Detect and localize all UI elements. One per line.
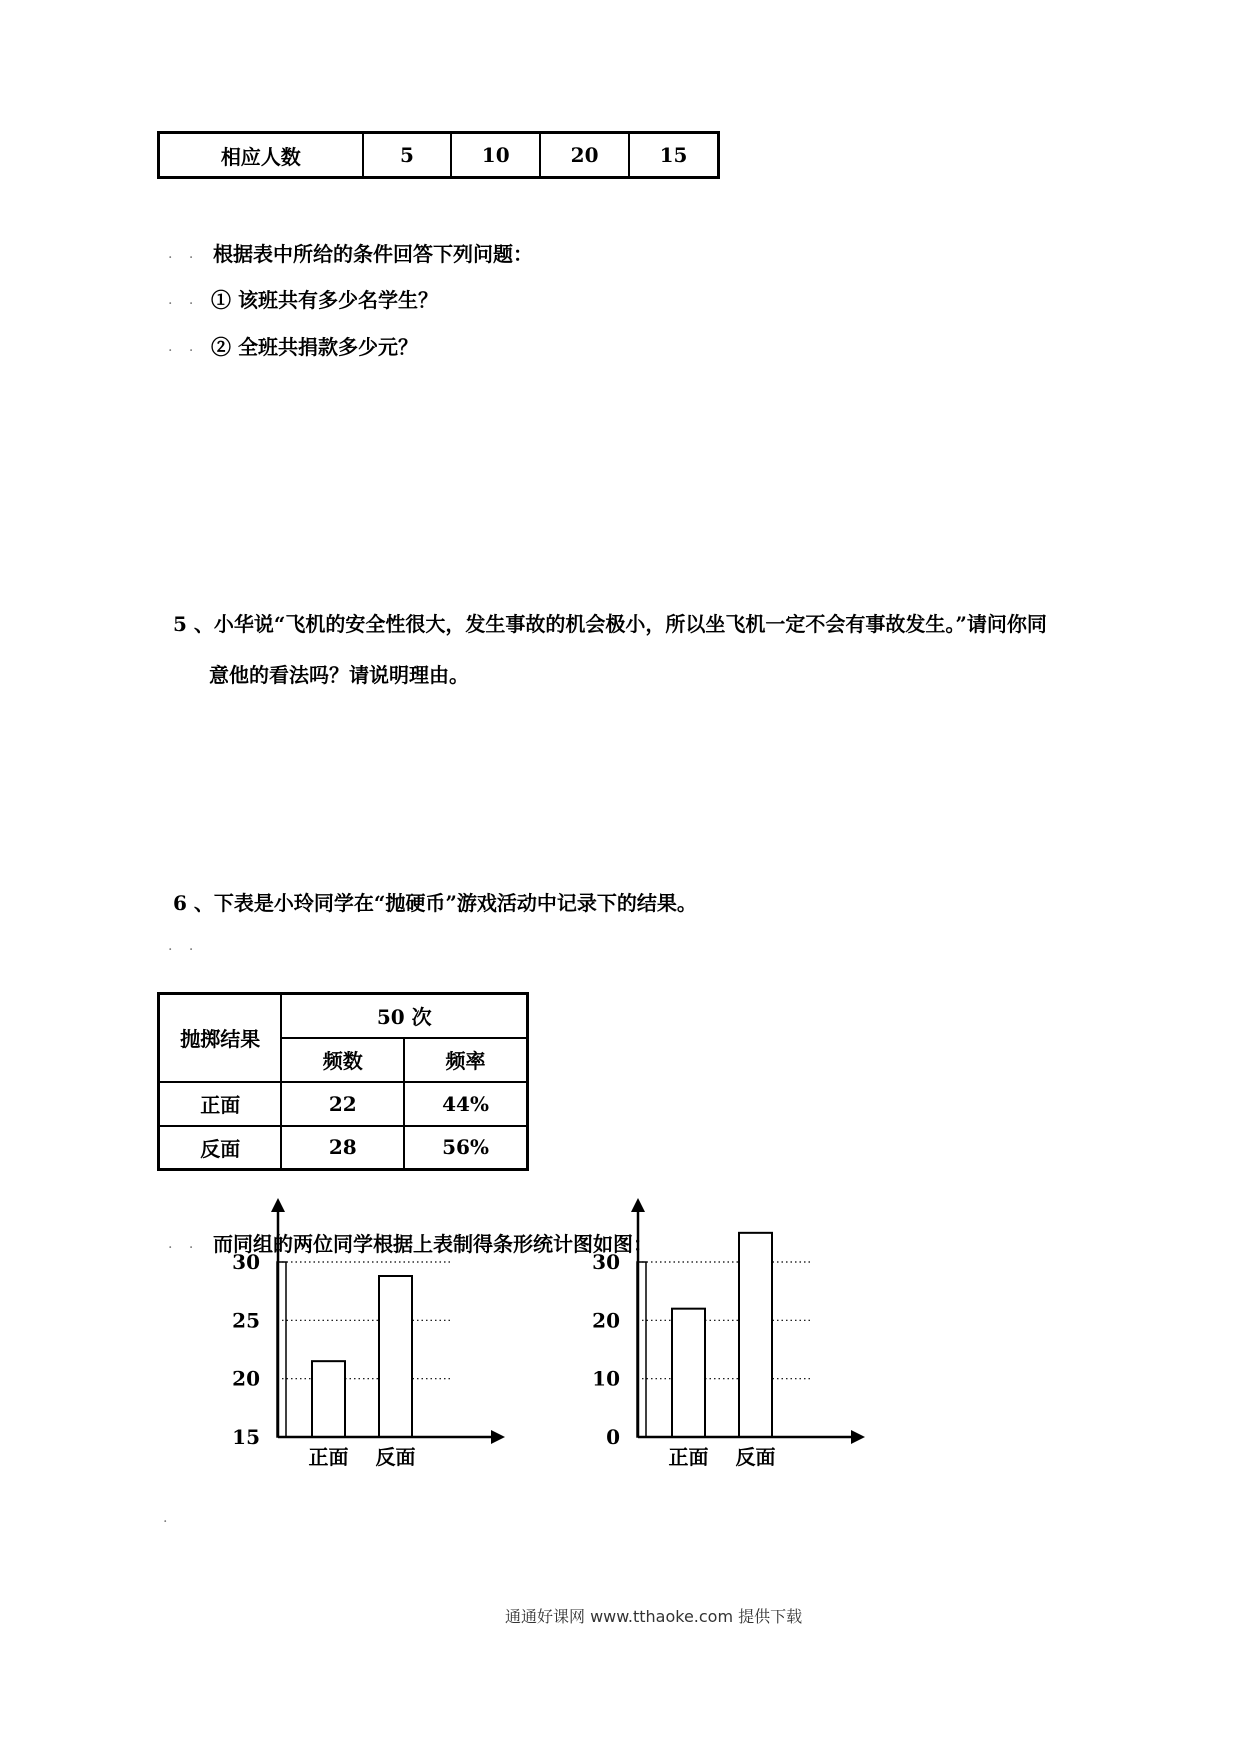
- bar-zhengmian: [312, 1361, 345, 1437]
- y-tick-label: 20: [232, 1366, 260, 1391]
- col-header: 频率: [404, 1038, 527, 1082]
- table-row: [159, 1126, 528, 1170]
- q4-intro: 根据表中所给的条件回答下列问题：: [213, 242, 533, 266]
- y-tick-label: 10: [592, 1366, 620, 1391]
- table-row: [159, 1082, 528, 1126]
- bar-fanmian: [379, 1276, 412, 1437]
- table-cell: 22: [281, 1082, 404, 1126]
- x-tick-label: 反面: [375, 1445, 416, 1469]
- y-axis-arrow: [271, 1198, 285, 1212]
- coin-toss-table: [157, 992, 529, 1171]
- table-cell: 56%: [404, 1126, 527, 1170]
- col-header: 频数: [281, 1038, 404, 1082]
- q5-line2: 意他的看法吗？请说明理由。: [209, 663, 469, 687]
- row-label: 正面: [159, 1082, 282, 1126]
- q4-sub2: ② 全班共捐款多少元？: [211, 335, 418, 359]
- table-row: [159, 133, 719, 178]
- bar-chart-left: [230, 1190, 520, 1470]
- q6-chart-intro: 而同组的两位同学根据上表制得条形统计图如图：: [213, 1232, 653, 1256]
- table-row: [159, 994, 528, 1038]
- donation-table: [157, 131, 720, 179]
- table-cell: 20: [540, 133, 629, 178]
- footer-text: 通通好课网 www.tthaoke.com 提供下载: [505, 1607, 803, 1626]
- x-axis-arrow: [851, 1430, 865, 1444]
- row-header: 抛掷结果: [159, 994, 282, 1082]
- y-tick-label: 30: [232, 1250, 260, 1274]
- bar-chart-right: [590, 1190, 880, 1470]
- x-tick-label: 正面: [308, 1445, 349, 1469]
- table-cell: 44%: [404, 1082, 527, 1126]
- table-cell: 5: [363, 133, 452, 178]
- x-tick-label: 反面: [735, 1445, 776, 1469]
- x-axis-arrow: [491, 1430, 505, 1444]
- group-header: 50 次: [281, 994, 527, 1038]
- y-tick-label: 25: [232, 1308, 260, 1333]
- row-label: 相应人数: [159, 133, 363, 178]
- table-cell: 28: [281, 1126, 404, 1170]
- table-cell: 15: [629, 133, 718, 178]
- y-axis-arrow: [631, 1198, 645, 1212]
- row-label: 反面: [159, 1126, 282, 1170]
- bar-fanmian: [739, 1233, 772, 1437]
- q4-sub1: ① 该班共有多少名学生？: [211, 288, 438, 312]
- table-cell: 10: [451, 133, 540, 178]
- x-tick-label: 正面: [668, 1445, 709, 1469]
- y-tick-label: 0: [606, 1425, 620, 1449]
- y-tick-label: 20: [592, 1308, 620, 1333]
- bar-zhengmian: [672, 1309, 705, 1437]
- y-tick-label: 15: [232, 1425, 260, 1449]
- y-tick-label: 30: [592, 1250, 620, 1274]
- q6-intro: 6 、下表是小玲同学在“抛硬币”游戏活动中记录下的结果。: [173, 891, 697, 915]
- q5-line1: 5 、小华说“飞机的安全性很大，发生事故的机会极小，所以坐飞机一定不会有事故发生。”请问你同: [173, 612, 1047, 636]
